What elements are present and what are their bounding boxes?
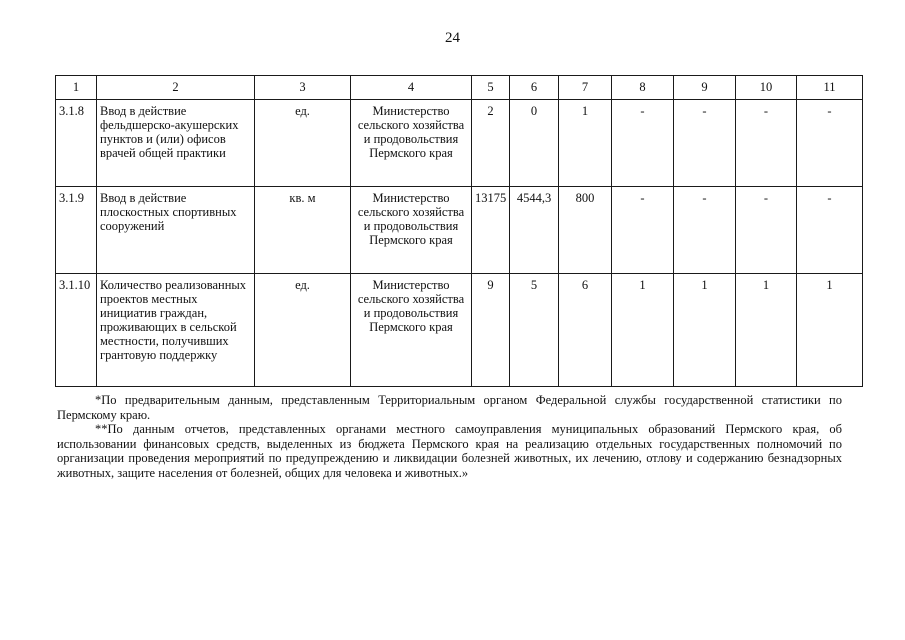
- header-cell: 5: [472, 76, 510, 100]
- indicators-table: [55, 75, 863, 387]
- header-cell: 1: [56, 76, 97, 100]
- organization-cell: Министерство сельского хозяйства и продовольствия Пермского края: [351, 187, 472, 274]
- value-cell: 1: [612, 274, 674, 387]
- header-cell: 2: [97, 76, 255, 100]
- header-cell: 10: [736, 76, 797, 100]
- value-cell: -: [736, 100, 797, 187]
- value-cell: 1: [559, 100, 612, 187]
- row-number: 3.1.8: [56, 100, 97, 187]
- header-cell: 3: [255, 76, 351, 100]
- value-cell: -: [612, 100, 674, 187]
- header-cell: 4: [351, 76, 472, 100]
- value-cell: 1: [797, 274, 863, 387]
- header-cell: 6: [510, 76, 559, 100]
- value-cell: 1: [736, 274, 797, 387]
- table-row: [56, 187, 863, 274]
- header-cell: 11: [797, 76, 863, 100]
- indicator-name: Ввод в действие фельдшерско-акушерских пунктов и (или) офисов врачей общей практики: [97, 100, 255, 187]
- value-cell: 800: [559, 187, 612, 274]
- row-number: 3.1.9: [56, 187, 97, 274]
- value-cell: 0: [510, 100, 559, 187]
- footnotes: [57, 393, 842, 481]
- value-cell: 5: [510, 274, 559, 387]
- footnote-2: **По данным отчетов, представленных органами местного самоуправления муниципальных образований Пермского края, об использовании финансовых средств, выделенных из бюджета Пермского края на реализацию отдельных государственных полномочий по организации проведения мероприятий по предупреждению и ликвидации болезней животных, их лечению, отлову и содержанию безнадзорных животных, защите населения от болезней, общих для человека и животных.»: [57, 422, 842, 480]
- table-row: [56, 274, 863, 387]
- row-number: 3.1.10: [56, 274, 97, 387]
- value-cell: -: [674, 187, 736, 274]
- value-cell: -: [736, 187, 797, 274]
- value-cell: 1: [674, 274, 736, 387]
- footnote-1: *По предварительным данным, представленным Территориальным органом Федеральной службы государственной статистики по Пермскому краю.: [57, 393, 842, 422]
- value-cell: 9: [472, 274, 510, 387]
- value-cell: 2: [472, 100, 510, 187]
- value-cell: 13175: [472, 187, 510, 274]
- table-header-row: [56, 76, 863, 100]
- header-cell: 8: [612, 76, 674, 100]
- value-cell: -: [797, 187, 863, 274]
- header-cell: 9: [674, 76, 736, 100]
- unit-cell: ед.: [255, 100, 351, 187]
- value-cell: -: [797, 100, 863, 187]
- unit-cell: ед.: [255, 274, 351, 387]
- value-cell: 4544,3: [510, 187, 559, 274]
- header-cell: 7: [559, 76, 612, 100]
- organization-cell: Министерство сельского хозяйства и продовольствия Пермского края: [351, 274, 472, 387]
- unit-cell: кв. м: [255, 187, 351, 274]
- table-row: [56, 100, 863, 187]
- value-cell: -: [674, 100, 736, 187]
- organization-cell: Министерство сельского хозяйства и продовольствия Пермского края: [351, 100, 472, 187]
- page-number: 24: [445, 30, 460, 46]
- indicator-name: Ввод в действие плоскостных спортивных сооружений: [97, 187, 255, 274]
- value-cell: 6: [559, 274, 612, 387]
- value-cell: -: [612, 187, 674, 274]
- indicator-name: Количество реализованных проектов местных инициатив граждан, проживающих в сельской местности, получивших грантовую поддержку: [97, 274, 255, 387]
